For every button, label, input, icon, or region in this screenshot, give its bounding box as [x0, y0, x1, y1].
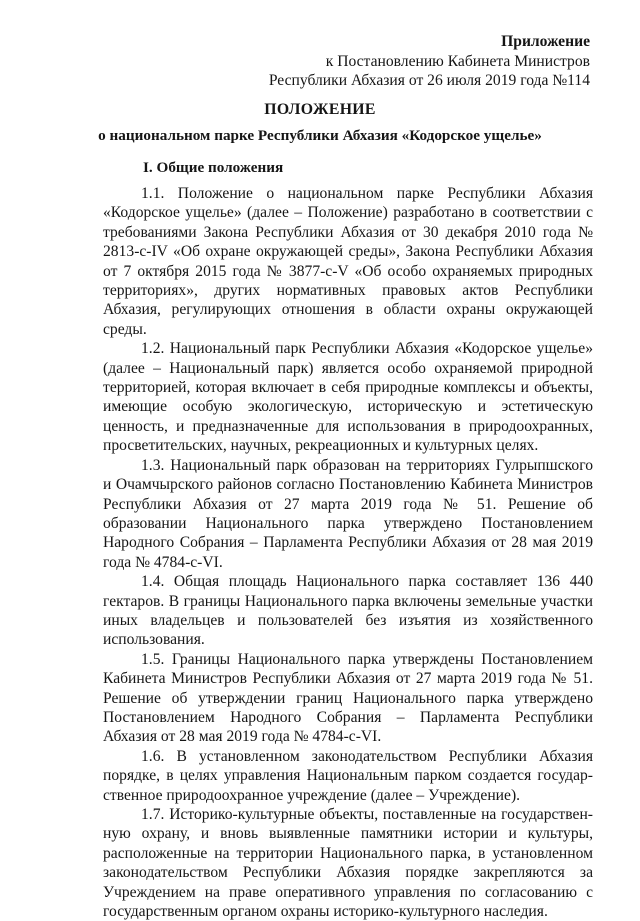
paragraph-1-7: 1.7. Историко-культурные объекты, поставленные на государственную охрану, и вновь выявленные памятники истории и культуры, расположенные на территории Национального парка, в установленном законодательством Республики Абхазия порядке закрепляются за Учреждением на праве оперативного управления по согласованию с государственным органом охраны историко-культурного наследия. [103, 806, 593, 921]
section-heading: I. Общие положения [143, 159, 284, 176]
document-title: ПОЛОЖЕНИЕ [264, 101, 376, 118]
paragraph-1-1: 1.1. Положение о национальном парке Республики Абхазия «Кодорское ущелье» (далее – Положение) разработано в соответствии с требованиями Закона Республики Абхазия от 30 декабря 2010 года № 2813-с-IV «Об охране окружающей среды», Закона Республики Абхазия от 7 октября 2015 года № 3877-с-V «Об особо охраняемых природных территориях», других нормативных правовых актов Республики Абхазия, регулирующих отношения в области охраны окружающей среды. [103, 185, 593, 338]
appendix-line-1: к Постановлению Кабинета Министров [325, 52, 590, 70]
appendix-line-2: Республики Абхазия от 26 июля 2019 года №114 [268, 72, 590, 90]
appendix-block [269, 32, 590, 91]
paragraph-1-4: 1.4. Общая площадь Национального парка составляет 136 440 гектаров. В границы Национального парка включены земельные участки иных владельцев и пользователей без изъятия из хозяйственного использования. [103, 573, 593, 649]
appendix-title: Приложение [501, 33, 590, 50]
paragraph-1-2: 1.2. Национальный парк Республики Абхазия «Кодорское ущелье» (далее – Национальный парк) является особо охраняемой природной территорией, которая включает в себя природные комплексы и объекты, имеющие особую экологическую, историческую и эстетическую ценность, и предназначенные для использования в природоохранных, просветительских, научных, рекреационных и культурных целях. [103, 340, 593, 455]
section-body [103, 184, 593, 921]
paragraph-1-5: 1.5. Границы Национального парка утверждены Постановлением Кабинета Министров Республики Абхазия от 27 марта 2019 года № 51. Решение об утверждении границ Национального парка утверждено Постановлением Народного Собрания – Парламента Республики Абхазия от 28 мая 2019 года № 4784-с-VI. [103, 650, 593, 746]
document-subtitle: о национальном парке Республики Абхазия «Кодорское ущелье» [98, 127, 542, 144]
paragraph-1-3: 1.3. Национальный парк образован на территориях Гулрыпшского и Очамчырского районов согласно Постановлению Кабинета Министров Республики Абхазия от 27 марта 2019 года № 51. Решение об образовании Национального парка утверждено Постановлением Народного Собрания – Парламента Республики Абхазия от 28 мая 2019 года № 4784-с-VI. [103, 456, 593, 571]
paragraph-1-6: 1.6. В установленном законодательством Республики Абхазия порядке, в целях управления Национальным парком создается государственное природоохранное учреждение (далее – Учреждение). [103, 747, 593, 804]
